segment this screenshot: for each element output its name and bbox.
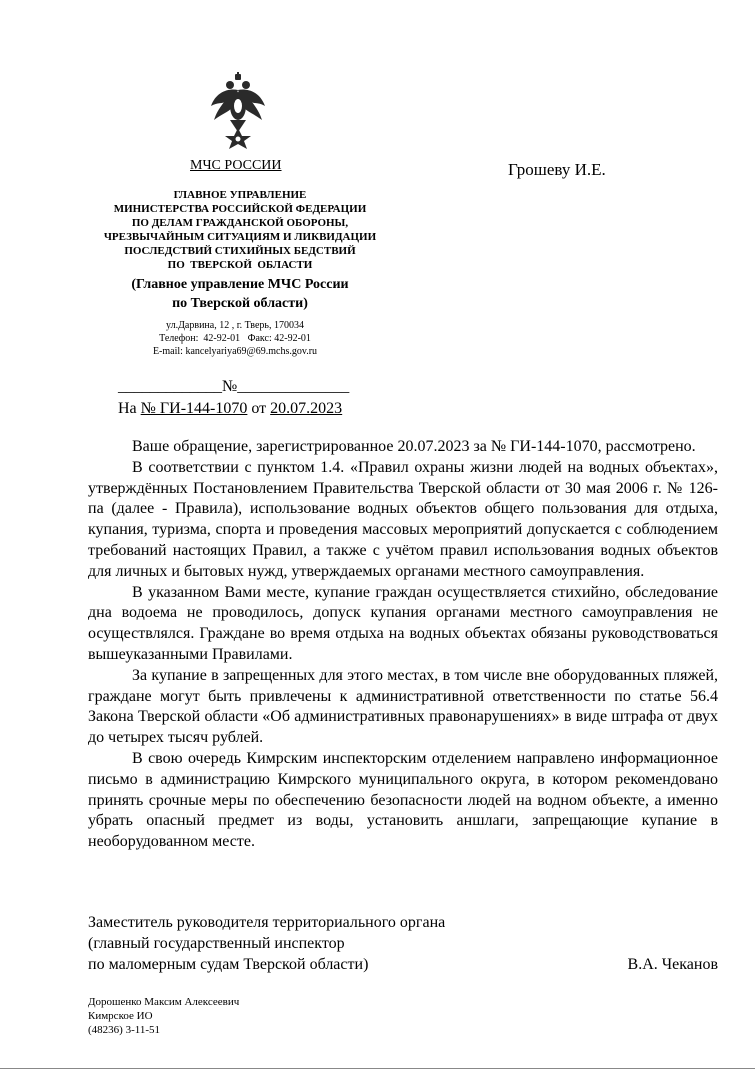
outgoing-number-blank: _____________	[118, 378, 222, 395]
outgoing-registration-line	[118, 378, 349, 396]
reply-prefix: На	[118, 400, 137, 417]
signer-title-line: Заместитель руководителя территориального органа	[88, 914, 446, 931]
org-line: МИНИСТЕРСТВА РОССИЙСКОЙ ФЕДЕРАЦИИ	[113, 203, 367, 215]
reply-from: от	[251, 400, 267, 417]
page-bottom-rule	[0, 1068, 755, 1069]
body-paragraph: Ваше обращение, зарегистрированное 20.07.2023 за № ГИ-144-1070, рассмотрено.	[132, 438, 696, 455]
body-paragraph: За купание в запрещенных для этого местах, в том числе вне оборудованных пляжей, граждане могут быть привлечены к административной ответственности по статье 56.4 Закона Тверской области «Об административных правонарушениях» в виде штрафа от двух до четырех тысяч рублей.	[88, 666, 718, 747]
signer-title-line: по маломерным судам Тверской области)	[88, 956, 369, 973]
org-email: E-mail: kancelyariya69@69.mchs.gov.ru	[152, 346, 318, 357]
body-paragraph: В соответствии с пунктом 1.4. «Правил охраны жизни людей на водных объектах», утверждённых Постановлением Правительства Тверской области от 30 мая 2006 г. № 126-па (далее - Правила), использование водных объектов общего пользования для отдыха, купания, туризма, спорта и проведения массовых мероприятий допускается с соблюдением требований настоящих Правил, а также с учётом правил использования водных объектов для личных и бытовых нужд, утверждаемых органами местного самоуправления.	[88, 458, 718, 580]
recipient-name: Грошеву И.Е.	[508, 160, 606, 179]
signer-title-line: (главный государственный инспектор	[88, 935, 345, 952]
letter-body	[88, 437, 718, 853]
org-line: ПО ДЕЛАМ ГРАЖДАНСКОЙ ОБОРОНЫ,	[131, 217, 349, 229]
reply-number: № ГИ-144-1070	[140, 400, 248, 417]
org-line: ПОСЛЕДСТВИЙ СТИХИЙНЫХ БЕДСТВИЙ	[124, 245, 356, 257]
signature-block	[88, 912, 718, 975]
org-short-name	[95, 275, 385, 313]
org-short-line: (Главное управление МЧС России	[131, 277, 349, 292]
org-address: ул.Дарвина, 12 , г. Тверь, 170034	[166, 320, 304, 331]
executor-unit: Кимрское ИО	[88, 1010, 153, 1022]
executor-phone: (48236) 3-11-51	[88, 1024, 160, 1036]
org-line: ЧРЕЗВЫЧАЙНЫМ СИТУАЦИЯМ И ЛИКВИДАЦИИ	[103, 231, 377, 243]
reply-reference-line	[118, 400, 342, 418]
org-contacts	[125, 319, 345, 358]
body-paragraph: В указанном Вами месте, купание граждан осуществляется стихийно, обследование дна водоема не проводилось, допуск купания органами местного самоуправления не осуществлялся. Граждане во время отдыха на водных объектах обязаны руководствоваться вышеуказанными Правилами.	[88, 583, 718, 663]
org-line: ГЛАВНОЕ УПРАВЛЕНИЕ	[173, 189, 307, 201]
number-sign: №	[222, 378, 238, 395]
executor-info	[88, 995, 239, 1037]
body-paragraph: В свою очередь Кимрским инспекторским отделением направлено информационное письмо в администрацию Кимрского муниципального округа, в котором рекомендовано принять срочные меры по обеспечению безопасности людей на водном объекте, а именно убрать опасный предмет из воды, установить аншлаги, запрещающие купание в необорудованном месте.	[88, 749, 718, 851]
executor-name: Дорошенко Максим Алексеевич	[88, 996, 240, 1008]
org-line: ПО ТВЕРСКОЙ ОБЛАСТИ	[167, 259, 313, 271]
org-phone: Телефон: 42-92-01 Факс: 42-92-01	[159, 333, 311, 344]
reply-date: 20.07.2023	[270, 400, 343, 417]
org-short-line: по Тверской области)	[172, 296, 308, 311]
mchs-emblem-icon	[208, 72, 268, 150]
org-name-mchs: МЧС РОССИИ	[190, 158, 282, 173]
outgoing-date-blank: ______________	[237, 378, 350, 395]
org-full-name	[95, 188, 385, 272]
signer-name: В.А. Чеканов	[627, 956, 718, 973]
